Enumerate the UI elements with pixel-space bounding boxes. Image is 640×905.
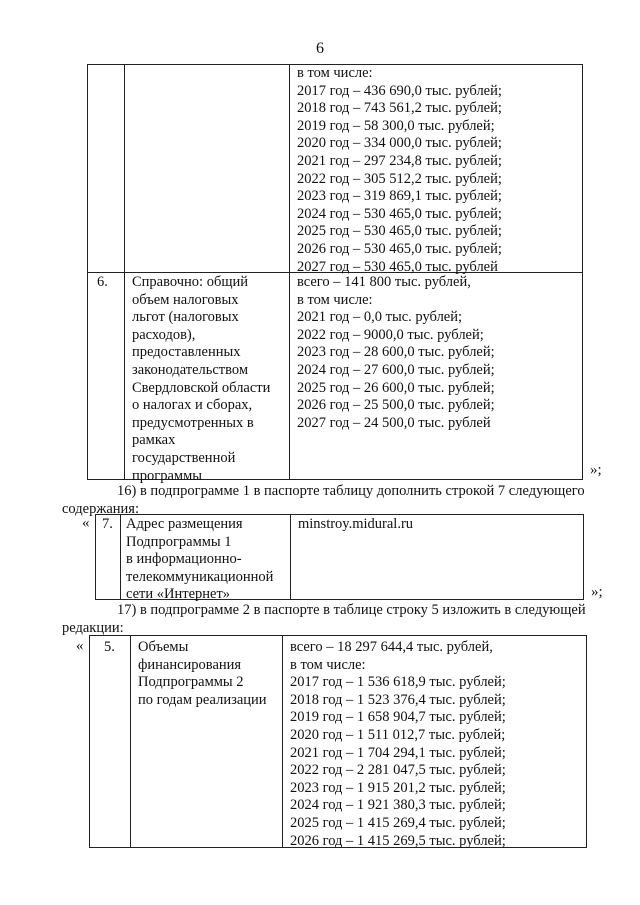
column-divider	[120, 515, 121, 599]
opening-quote: «	[76, 638, 84, 654]
value-line: 2023 год – 1 915 201,2 тыс. рублей;	[290, 779, 506, 796]
value-line: всего – 141 800 тыс. рублей,	[297, 274, 471, 290]
opening-quote: «	[82, 515, 90, 531]
paragraph-17-line1: 17) в подпрограмме 2 в паспорте в таблице строку 5 изложить в следующей	[117, 602, 586, 618]
label-line: льгот (налоговых	[132, 309, 239, 326]
list-item: 2025 год – 530 465,0 тыс. рублей;	[297, 223, 502, 240]
value-line: 2018 год – 1 523 376,4 тыс. рублей;	[290, 691, 506, 708]
table-continuation	[87, 64, 583, 484]
table-row-5	[89, 635, 587, 848]
closing-quote: »;	[590, 462, 602, 478]
list-item: 2018 год – 743 561,2 тыс. рублей;	[297, 100, 502, 117]
table-row-7	[95, 514, 584, 603]
label-line: сети «Интернет»	[126, 586, 231, 603]
label-line: Свердловской области	[132, 379, 271, 396]
value-line: 2022 год – 2 281 047,5 тыс. рублей;	[290, 762, 506, 779]
value-line: 2024 год – 27 600,0 тыс. рублей;	[297, 361, 495, 378]
value-line: 2021 год – 0,0 тыс. рублей;	[297, 309, 463, 326]
value-line: 2019 год – 1 658 904,7 тыс. рублей;	[290, 709, 506, 726]
label-line: государственной	[132, 449, 236, 466]
label-line: Справочно: общий	[132, 274, 249, 290]
list-item: 2026 год – 530 465,0 тыс. рублей;	[297, 240, 502, 257]
label-line: рамках	[132, 432, 176, 449]
value-line: в том числе:	[290, 656, 366, 673]
value-line: 2020 год – 1 511 012,7 тыс. рублей;	[290, 726, 506, 743]
value-line: 2023 год – 28 600,0 тыс. рублей;	[297, 344, 495, 361]
value-line: всего – 18 297 644,4 тыс. рублей,	[290, 639, 493, 655]
row-value	[297, 274, 495, 432]
value-line: 2026 год – 25 500,0 тыс. рублей;	[297, 397, 495, 414]
label-line: о налогах и сборах,	[132, 397, 253, 414]
row-number: 5.	[104, 639, 115, 655]
value-line: 2021 год – 1 704 294,1 тыс. рублей;	[290, 744, 506, 761]
label-line: Объемы	[138, 639, 189, 655]
column-divider	[130, 636, 131, 847]
label-line: Подпрограммы 2	[138, 674, 244, 691]
label-line: Адрес размещения	[126, 516, 243, 532]
row-label	[126, 516, 273, 604]
list-item: в том числе:	[297, 65, 373, 81]
closing-quote: »;	[591, 584, 603, 600]
value-line: 2027 год – 24 500,0 тыс. рублей	[297, 414, 491, 431]
label-line: в информационно-	[126, 551, 242, 568]
list-item: 2022 год – 305 512,2 тыс. рублей;	[297, 170, 502, 187]
list-item: 2017 год – 436 690,0 тыс. рублей;	[297, 82, 502, 99]
value-line: 2024 год – 1 921 380,3 тыс. рублей;	[290, 797, 506, 814]
value-line: в том числе:	[297, 291, 373, 308]
paragraph-16-line2: содержания:	[62, 501, 140, 517]
column-divider	[282, 636, 283, 847]
value-line: 2025 год – 1 415 269,4 тыс. рублей;	[290, 814, 506, 831]
value-line: 2025 год – 26 600,0 тыс. рублей;	[297, 379, 495, 396]
row-number: 6.	[97, 274, 108, 290]
row-label	[138, 639, 267, 709]
list-item: 2027 год – 530 465,0 тыс. рублей	[297, 258, 498, 275]
label-line: законодательством	[132, 361, 249, 378]
label-line: финансирования	[138, 656, 242, 673]
page-number: 6	[316, 40, 324, 57]
label-line: Подпрограммы 1	[126, 533, 232, 550]
value-line: 2022 год – 9000,0 тыс. рублей;	[297, 326, 484, 343]
label-line: объем налоговых	[132, 291, 239, 308]
list-item: 2019 год – 58 300,0 тыс. рублей;	[297, 117, 495, 134]
value-line: 2026 год – 1 415 269,5 тыс. рублей;	[290, 832, 506, 849]
label-line: программы	[132, 467, 202, 484]
paragraph-17-line2: редакции:	[62, 620, 124, 636]
label-line: предусмотренных в	[132, 414, 254, 431]
label-line: по годам реализации	[138, 691, 267, 708]
list-item: 2021 год – 297 234,8 тыс. рублей;	[297, 152, 502, 169]
list-item: 2023 год – 319 869,1 тыс. рублей;	[297, 188, 502, 205]
label-line: расходов),	[132, 326, 196, 343]
website-address: minstroy.midural.ru	[298, 516, 414, 532]
paragraph-16-line1: 16) в подпрограмме 1 в паспорте таблицу дополнить строкой 7 следующего	[117, 483, 585, 499]
label-line: телекоммуникационной	[126, 568, 274, 585]
column-divider	[290, 515, 291, 599]
list-item: 2020 год – 334 000,0 тыс. рублей;	[297, 135, 502, 152]
list-item: 2024 год – 530 465,0 тыс. рублей;	[297, 205, 502, 222]
row-number: 7.	[102, 516, 113, 532]
funding-by-year-list	[297, 65, 502, 276]
value-line: 2017 год – 1 536 618,9 тыс. рублей;	[290, 674, 506, 691]
label-line: предоставленных	[132, 344, 241, 361]
row-value	[290, 639, 506, 850]
row-label	[132, 274, 270, 485]
